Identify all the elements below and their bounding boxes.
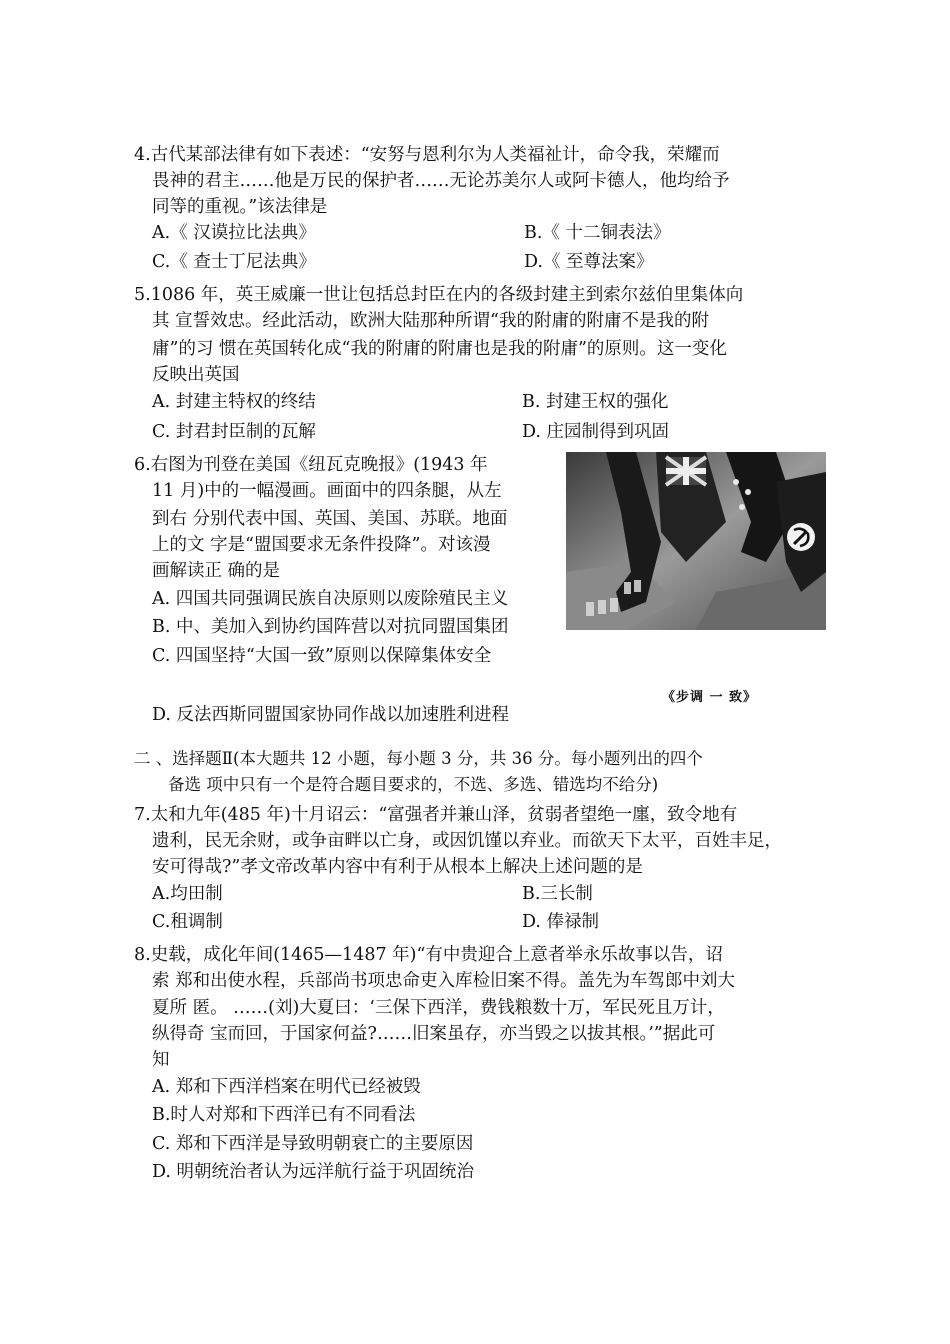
q7-option-b: B.三长制: [522, 884, 593, 904]
q7-option-c: C.租调制: [152, 912, 223, 932]
q8-option-d: D. 明朝统治者认为远洋航行益于巩固统治: [152, 1162, 475, 1182]
q8-stem-line-1: 8.史载，成化年间(1465—1487 年)“有中贵迎合上意者举永乐故事以告，诏: [134, 945, 723, 965]
q5-stem-line-2: 其 宣誓效忠。经此活动，欧洲大陆那种所谓“我的附庸的附庸不是我的附: [152, 311, 710, 331]
section-2-title-cont: 备选 项中只有一个是符合题目要求的，不选、多选、错选均不给分): [168, 775, 659, 794]
q6-option-a: A. 四国共同强调民族自决原则以废除殖民主义: [152, 589, 509, 609]
q6-stem-line-1: 6.右图为刊登在美国《纽瓦克晚报》(1943 年: [134, 455, 488, 475]
q4-stem-line-1: 4.古代某部法律有如下表述：“安努与恩利尔为人类福祉计，命令我，荣耀而: [134, 145, 720, 165]
q4-option-a: A.《 汉谟拉比法典》: [152, 223, 316, 243]
q4-option-b: B.《 十二铜表法》: [524, 223, 671, 243]
q6-stem-line-2: 11 月)中的一幅漫画。画面中的四条腿，从左: [152, 481, 502, 501]
q6-stem-line-3: 到右 分别代表中国、英国、美国、苏联。地面: [152, 509, 508, 529]
q5-option-b: B. 封建王权的强化: [522, 392, 669, 412]
q4-stem-line-3: 同等的重视。”该法律是: [152, 197, 328, 217]
q4-option-c: C.《 查士丁尼法典》: [152, 252, 316, 272]
q8-option-b: B.时人对郑和下西洋已有不同看法: [152, 1105, 416, 1125]
q7-option-a: A.均田制: [152, 884, 223, 904]
q5-stem-line-3: 庸”的习 惯在英国转化成“我的附庸的附庸也是我的附庸”的原则。这一变化: [152, 339, 727, 359]
q8-stem-line-2: 索 郑和出使水程，兵部尚书项忠命吏入库检旧案不得。盖先为车驾郎中刘大: [152, 971, 736, 991]
q5-option-a: A. 封建主特权的终结: [152, 392, 316, 412]
q5-option-c: C. 封君封臣制的瓦解: [152, 422, 316, 442]
cartoon-caption: 《步调 一 致》: [662, 690, 758, 705]
q7-stem-line-2: 遗利，民无余财，或争亩畔以亡身，或因饥馑以弃业。而欲天下太平，百姓丰足，: [152, 831, 782, 851]
q4-stem-line-2: 畏神的君主……他是万民的保护者……无论苏美尔人或阿卡德人，他均给予: [152, 171, 730, 191]
q7-stem-line-1: 7.太和九年(485 年)十月诏云：“富强者并兼山泽，贫弱者望绝一廛，致令地有: [134, 805, 738, 825]
q5-option-d: D. 庄园制得到巩固: [522, 422, 670, 442]
q8-option-c: C. 郑和下西洋是导致明朝衰亡的主要原因: [152, 1134, 474, 1154]
q8-option-a: A. 郑和下西洋档案在明代已经被毁: [152, 1077, 421, 1097]
q6-option-d: D. 反法西斯同盟国家协同作战以加速胜利进程: [152, 705, 510, 725]
q6-stem-line-4: 上的文 字是“盟国要求无条件投降”。对该漫: [152, 535, 491, 555]
q6-option-c: C. 四国坚持“大国一致”原则以保障集体安全: [152, 646, 492, 666]
section-2-title: 二 、选择题Ⅱ(本大题共 12 小题，每小题 3 分，共 36 分。每小题列出的四个: [134, 749, 703, 768]
q8-stem-line-4: 纵得奇 宝而回，于国家何益?……旧案虽存，亦当毁之以拔其根。’”据此可: [152, 1024, 716, 1044]
q6-option-b: B. 中、美加入到协约国阵营以对抗同盟国集团: [152, 617, 509, 637]
q5-stem-line-1: 5.1086 年，英王威廉一世让包括总封臣在内的各级封建主到索尔兹伯里集体向: [134, 285, 744, 305]
q7-option-d: D. 俸禄制: [522, 912, 600, 932]
q4-option-d: D.《 至尊法案》: [524, 252, 654, 272]
q5-stem-line-4: 反映出英国: [152, 365, 240, 385]
cartoon-image: [566, 452, 826, 630]
q6-stem-line-5: 画解读正 确的是: [152, 561, 281, 581]
q8-stem-line-3: 夏所 匿。 ……(刘)大夏曰：‘三保下西洋，费钱粮数十万，军民死且万计，: [152, 998, 725, 1018]
cartoon-illustration: [566, 452, 826, 630]
q7-stem-line-3: 安可得哉?”孝文帝改革内容中有利于从根本上解决上述问题的是: [152, 857, 643, 877]
q8-stem-line-5: 知: [152, 1050, 170, 1070]
